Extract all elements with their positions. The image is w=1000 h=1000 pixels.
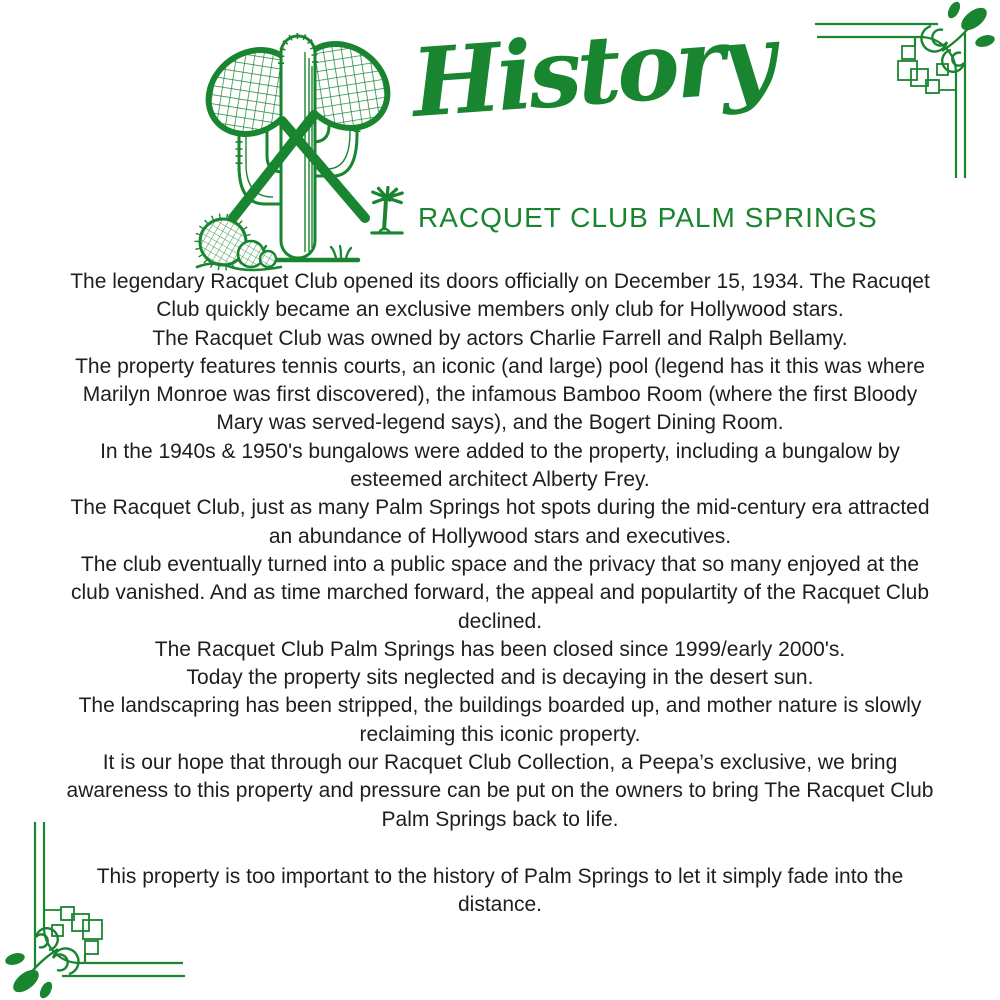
palm-tree-icon	[368, 186, 406, 240]
body-paragraph: In the 1940s & 1950's bungalows were added to the property, including a bungalow by esteemed architect Alberty Frey.	[100, 439, 900, 492]
subtitle-row	[368, 186, 878, 240]
page-subtitle: RACQUET CLUB PALM SPRINGS	[418, 202, 878, 233]
history-body	[60, 268, 940, 920]
body-paragraph: The Racquet Club was owned by actors Charlie Farrell and Ralph Bellamy.	[152, 326, 848, 350]
body-paragraph: It is our hope that through our Racquet Club Collection, a Peepa’s exclusive, we bring awareness to this property and pressure can be put on the owners to bring The Racquet Club Palm Springs back to life.	[66, 751, 934, 831]
body-paragraph: The legendary Racquet Club opened its doors officially on December 15, 1934. The Racuqet Club quickly became an exclusive members only club for Hollywood stars.	[70, 270, 930, 322]
body-paragraph: The club eventually turned into a public space and the privacy that so many enjoyed at the club vanished. And as time marched forward, the appeal and populartity of the Racquet Club declined.	[70, 552, 930, 633]
body-paragraph: The Racquet Club, just as many Palm Springs hot spots during the mid-century era attracted an abundance of Hollywood stars and executives.	[70, 496, 930, 548]
body-paragraph: The property features tennis courts, an iconic (and large) pool (legend has it this was where Marilyn Monroe was first discovered), the infamous Bamboo Room (where the first Bloody Mary was served-legend says), and the Bogert Dining Room.	[75, 354, 925, 435]
corner-ornament-top-right-icon	[803, 0, 998, 185]
body-paragraph: The landscapring has been stripped, the buildings boarded up, and mother nature is slowly reclaiming this iconic property.	[78, 694, 922, 746]
body-paragraph: Today the property sits neglected and is decaying in the desert sun.	[186, 666, 814, 690]
page-title: History	[408, 4, 776, 140]
closing-paragraph: This property is too important to the history of Palm Springs to let it simply fade into the distance.	[96, 864, 904, 917]
body-paragraph: The Racquet Club Palm Springs has been closed since 1999/early 2000's.	[154, 637, 846, 661]
